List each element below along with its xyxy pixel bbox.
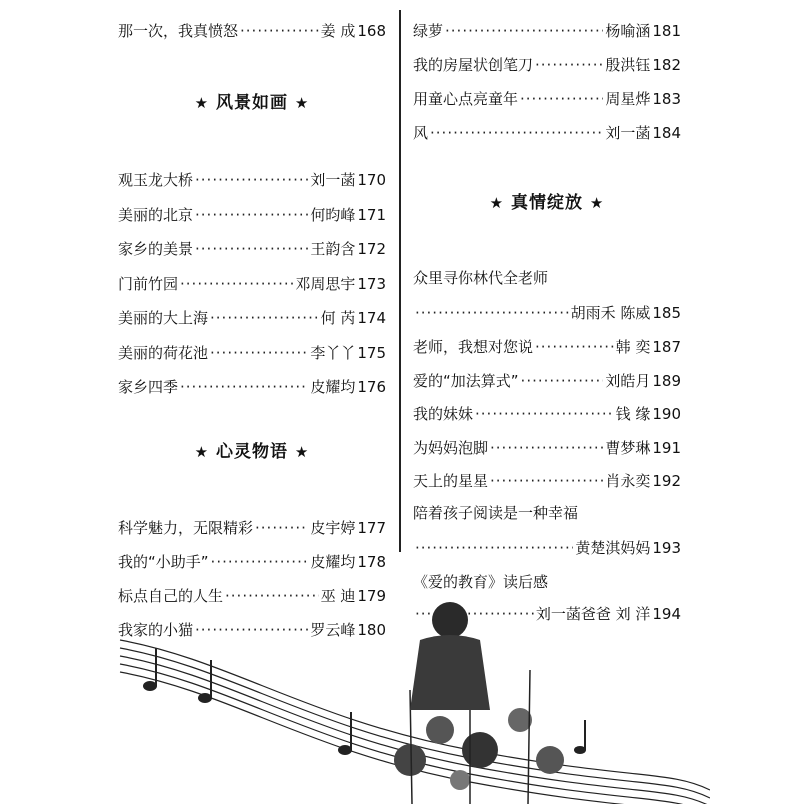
entry-page: 183 (652, 90, 681, 108)
entry-title: 绿萝 (413, 22, 444, 40)
entry-author: 罗云峰 (310, 621, 356, 639)
entry-title: 爱的“加法算式” (413, 371, 519, 390)
dot-leader (210, 343, 308, 363)
entry-author: 何 芮 (320, 309, 356, 327)
entry-title: 我家的小猫 (118, 621, 194, 639)
entry-author: 皮宇婷 (310, 519, 356, 537)
toc-entry (118, 170, 386, 190)
dot-leader (430, 123, 603, 143)
entry-title: 《爱的教育》读后感 (413, 573, 549, 591)
entry-title: 门前竹园 (118, 274, 179, 293)
dot-leader (535, 55, 603, 75)
entry-author: 韩 奕 (615, 338, 651, 356)
dot-leader (210, 308, 319, 328)
entry-title: 美丽的北京 (118, 205, 194, 224)
dot-leader (195, 205, 308, 225)
entry-page: 171 (357, 205, 386, 224)
entry-page: 182 (652, 56, 681, 74)
entry-page: 184 (652, 124, 681, 142)
entry-author: 钱 缘 (615, 405, 651, 423)
entry-author: 周星烨 (605, 90, 651, 108)
dot-leader (490, 438, 603, 458)
entry-author: 肖永奕 (605, 472, 651, 490)
toc-entry (413, 303, 681, 323)
entry-title: 标点自己的人生 (118, 587, 224, 605)
toc-entry (413, 21, 681, 41)
child-figure-icon (410, 602, 490, 710)
entry-title: 为妈妈泡脚 (413, 438, 489, 457)
entry-title: 那一次，我真愤怒 (118, 22, 239, 40)
dot-leader (211, 552, 309, 572)
star-icon: ★ (589, 194, 605, 212)
entry-title: 我的房屋状创笔刀 (413, 56, 534, 74)
dot-leader (521, 371, 604, 391)
section-title: 心灵物语 (216, 442, 288, 462)
toc-entry (118, 377, 386, 397)
music-staff-lines (120, 640, 710, 804)
toc-entry (118, 274, 386, 294)
entry-author: 何昀峰 (310, 205, 356, 224)
entry-page: 181 (652, 22, 681, 40)
toc-entry (413, 538, 681, 558)
entry-page: 194 (652, 605, 681, 623)
entry-author: 刘一菡 (605, 124, 651, 142)
entry-author: 刘一菡 (310, 171, 356, 189)
entry-page: 175 (357, 343, 386, 362)
dot-leader (445, 21, 603, 41)
dot-leader (415, 303, 569, 323)
toc-entry (413, 337, 681, 357)
entry-page: 185 (652, 304, 681, 322)
toc-entry (413, 55, 681, 75)
star-icon: ★ (194, 443, 210, 461)
toc-entry (413, 438, 681, 458)
entry-title: 我的妹妹 (413, 405, 474, 423)
entry-page: 190 (652, 405, 681, 423)
entry-author: 曹梦琳 (605, 438, 651, 457)
entry-author: 殷洪钰 (605, 56, 651, 74)
toc-entry (118, 239, 386, 259)
section-heading (118, 92, 386, 114)
music-notes-flowers-illustration (110, 600, 710, 804)
dot-leader (195, 170, 308, 190)
entry-page: 168 (357, 22, 386, 40)
entry-title: 老师，我想对您说 (413, 338, 534, 356)
toc-entry (413, 404, 681, 424)
entry-page: 192 (652, 472, 681, 490)
entry-page: 180 (357, 621, 386, 639)
entry-page: 173 (357, 274, 386, 293)
dot-leader (240, 21, 319, 41)
dot-leader (180, 274, 293, 294)
entry-title: 美丽的荷花池 (118, 343, 209, 362)
entry-author: 黄楚淇妈妈 (575, 539, 651, 557)
entry-page: 174 (357, 309, 386, 327)
entry-title: 我的“小助手” (118, 553, 209, 571)
entry-author: 刘一菡爸爸 刘 洋 (535, 605, 651, 623)
entry-page: 170 (357, 171, 386, 189)
toc-entry (118, 21, 386, 41)
entry-page: 177 (357, 519, 386, 537)
entry-author: 刘皓月 (605, 371, 651, 390)
toc-entry (413, 123, 681, 143)
entry-author: 王韵含 (310, 240, 356, 258)
entry-page: 191 (652, 438, 681, 457)
entry-author: 皮耀均 (310, 553, 356, 571)
entry-title: 陪着孩子阅读是一种幸福 (413, 504, 579, 522)
entry-author: 皮耀均 (310, 378, 356, 396)
section-title: 风景如画 (216, 93, 288, 113)
entry-page: 176 (357, 378, 386, 396)
star-icon: ★ (489, 194, 505, 212)
toc-entry (413, 89, 681, 109)
entry-page: 179 (357, 587, 386, 605)
entry-title: 科学魅力，无限精彩 (118, 519, 254, 537)
toc-entry (118, 343, 386, 363)
entry-page: 187 (652, 338, 681, 356)
entry-page: 172 (357, 240, 386, 258)
entry-page: 178 (357, 553, 386, 571)
entry-author: 李丫丫 (310, 343, 356, 362)
entry-title: 天上的星星 (413, 472, 489, 490)
entry-author: 邓周思宇 (295, 274, 356, 293)
dot-leader (255, 518, 308, 538)
entry-title: 家乡四季 (118, 378, 179, 396)
toc-entry (413, 371, 681, 391)
star-icon: ★ (294, 94, 310, 112)
toc-entry (118, 552, 386, 572)
entry-title: 众里寻你林代全老师 (413, 269, 549, 287)
entry-author: 巫 迪 (320, 587, 356, 605)
toc-entry (118, 205, 386, 225)
entry-author: 姜 成 (320, 22, 356, 40)
dot-leader (535, 337, 614, 357)
dot-leader (475, 404, 614, 424)
entry-title: 观玉龙大桥 (118, 171, 194, 189)
toc-entry (413, 471, 681, 491)
dot-leader (195, 239, 308, 259)
entry-title: 美丽的大上海 (118, 309, 209, 327)
dot-leader (490, 471, 603, 491)
dot-leader (180, 377, 308, 397)
toc-entry (118, 518, 386, 538)
entry-title: 风 (413, 124, 429, 142)
section-heading (413, 192, 681, 214)
entry-author: 胡雨禾 陈威 (570, 304, 651, 322)
toc-entry (118, 308, 386, 328)
section-heading (118, 441, 386, 463)
entry-author: 杨喻涵 (605, 22, 651, 40)
star-icon: ★ (294, 443, 310, 461)
dot-leader (520, 89, 603, 109)
entry-title: 用童心点亮童年 (413, 90, 519, 108)
entry-page: 189 (652, 371, 681, 390)
star-icon: ★ (194, 94, 210, 112)
column-divider (399, 10, 401, 552)
section-title: 真情绽放 (511, 193, 583, 213)
dot-leader (415, 538, 573, 558)
entry-title: 家乡的美景 (118, 240, 194, 258)
entry-page: 193 (652, 539, 681, 557)
